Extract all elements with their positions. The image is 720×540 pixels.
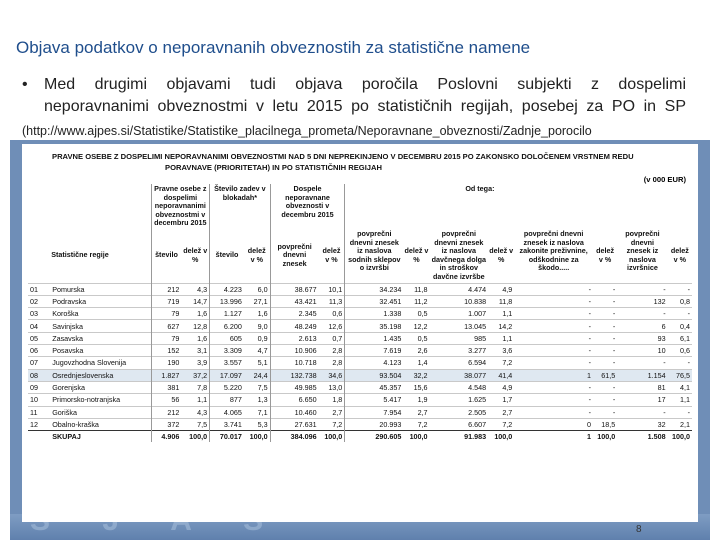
table-cell: 152: [151, 345, 181, 357]
table-cell: 2,7: [319, 406, 345, 418]
table-cell: 7,2: [319, 418, 345, 430]
table-cell: 7,2: [403, 418, 429, 430]
table-cell: 1,1: [181, 394, 209, 406]
region-table: [28, 184, 692, 442]
table-cell: 6.200: [210, 320, 244, 332]
table-cell: 43.421: [270, 295, 318, 307]
table-cell: 11,3: [319, 295, 345, 307]
table-cell: 15,6: [403, 381, 429, 393]
table-cell: 5,1: [244, 357, 270, 369]
table-cell: 0,5: [403, 308, 429, 320]
bullet-paragraph: [22, 74, 686, 118]
table-cell: -: [514, 332, 593, 344]
table-cell: 35.198: [345, 320, 404, 332]
table-cell: -: [593, 406, 617, 418]
header-stevilo: število: [151, 229, 181, 283]
table-cell: -: [593, 357, 617, 369]
table-cell: 7.619: [345, 345, 404, 357]
bullet-line-1: Med drugimi objavami tudi objava poročila Poslovni subjekti z dospelimi: [44, 76, 686, 93]
table-cell: 4,9: [488, 283, 514, 295]
header-delez-3: delež v %: [322, 246, 341, 264]
region-name: Koroška: [50, 308, 151, 320]
table-cell: 93: [617, 332, 667, 344]
table-cell: 1,7: [488, 394, 514, 406]
table-cell: 1: [514, 369, 593, 381]
table-cell: 93.504: [345, 369, 404, 381]
bullet-line-2: neporavnanimi obveznostmi v letu 2015 po statističnih regijah, posebej za PO in SP: [44, 98, 686, 115]
region-code: 01: [28, 283, 50, 295]
region-name: Osrednjeslovenska: [50, 369, 151, 381]
table-cell: 1.127: [210, 308, 244, 320]
table-cell: 7,1: [244, 406, 270, 418]
table-cell: 13,0: [319, 381, 345, 393]
table-cell: 7,5: [244, 381, 270, 393]
table-total-row: [28, 431, 692, 443]
table-cell: 2.345: [270, 308, 318, 320]
table-row: [28, 283, 692, 295]
table-cell: 3.557: [210, 357, 244, 369]
source-url[interactable]: (http://www.ajpes.si/Statistike/Statistike_placilnega_prometa/Neporavnane_obveznosti/Zadnje_porocilo: [22, 124, 592, 138]
table-cell: 34,6: [319, 369, 345, 381]
table-cell: 34.234: [345, 283, 404, 295]
table-cell: 10.906: [270, 345, 318, 357]
header-alimony: povprečni dnevni znesek iz naslova zakonite preživnine, odškodnine za škodo.....: [519, 228, 588, 273]
table-cell: 6.594: [430, 357, 489, 369]
table-cell: 372: [151, 418, 181, 430]
table-cell: 12,2: [403, 320, 429, 332]
header-delez-5: delež v %: [489, 246, 514, 264]
table-cell: 2.505: [430, 406, 489, 418]
table-cell: 4,3: [181, 283, 209, 295]
table-cell: 2,1: [668, 418, 692, 430]
table-cell: 79: [151, 308, 181, 320]
table-cell: 1,8: [319, 394, 345, 406]
table-cell: -: [668, 308, 692, 320]
table-cell: -: [514, 406, 593, 418]
table-cell: 32.451: [345, 295, 404, 307]
table-cell: 7,2: [488, 418, 514, 430]
table-cell: 48.249: [270, 320, 318, 332]
table-cell: 20.993: [345, 418, 404, 430]
table-cell: 6: [617, 320, 667, 332]
table-cell: 100,0: [668, 431, 692, 443]
table-cell: 6,1: [668, 332, 692, 344]
table-cell: 4,7: [244, 345, 270, 357]
table-cell: 79: [151, 332, 181, 344]
table-cell: 0,9: [244, 332, 270, 344]
table-cell: 0,8: [668, 295, 692, 307]
table-cell: -: [593, 345, 617, 357]
table-cell: 0,4: [668, 320, 692, 332]
header-region: Statistične regije: [51, 250, 109, 260]
table-cell: 76,5: [668, 369, 692, 381]
table-cell: 2.613: [270, 332, 318, 344]
table-cell: 1,1: [488, 308, 514, 320]
table-cell: 56: [151, 394, 181, 406]
table-cell: 17: [617, 394, 667, 406]
table-cell: 1.007: [430, 308, 489, 320]
table-cell: 5,3: [244, 418, 270, 430]
table-cell: 0: [514, 418, 593, 430]
table-body: [28, 283, 692, 442]
table-row: [28, 369, 692, 381]
table-cell: 877: [210, 394, 244, 406]
table-cell: 10,1: [319, 283, 345, 295]
table-cell: -: [514, 283, 593, 295]
table-cell: 4,1: [668, 381, 692, 393]
table-cell: 212: [151, 406, 181, 418]
table-cell: 61,5: [593, 369, 617, 381]
table-cell: 38.077: [430, 369, 489, 381]
table-cell: 4.223: [210, 283, 244, 295]
table-cell: -: [514, 308, 593, 320]
table-cell: -: [617, 308, 667, 320]
table-cell: 7,5: [181, 418, 209, 430]
table-cell: 38.677: [270, 283, 318, 295]
table-cell: 100,0: [244, 431, 270, 443]
table-cell: 0,5: [403, 332, 429, 344]
table-cell: 100,0: [488, 431, 514, 443]
header-delez-7: delež v %: [670, 246, 689, 264]
table-cell: 190: [151, 357, 181, 369]
table-cell: 32: [617, 418, 667, 430]
table-cell: 41,4: [488, 369, 514, 381]
table-cell: 1.435: [345, 332, 404, 344]
region-name: Podravska: [50, 295, 151, 307]
region-code: 12: [28, 418, 50, 430]
table-cell: 4.906: [151, 431, 181, 443]
table-cell: -: [514, 295, 593, 307]
table-cell: -: [617, 357, 667, 369]
table-cell: -: [593, 283, 617, 295]
table-cell: 24,4: [244, 369, 270, 381]
table-cell: 3,9: [181, 357, 209, 369]
table-cell: 1,3: [244, 394, 270, 406]
table-cell: 11,8: [488, 295, 514, 307]
bullet-dot: •: [22, 76, 28, 93]
table-cell: 17.097: [210, 369, 244, 381]
table-cell: 70.017: [210, 431, 244, 443]
table-cell: -: [514, 357, 593, 369]
region-code: 10: [28, 394, 50, 406]
header-group-legal-entities: Pravne osebe z dospelimi neporavnanimi obveznostmi v decembru 2015: [151, 184, 210, 229]
table-unit: (v 000 EUR): [643, 175, 686, 184]
region-code: 02: [28, 295, 50, 307]
table-cell: 384.096: [270, 431, 318, 443]
table-cell: -: [668, 406, 692, 418]
page-number: 8: [636, 524, 642, 535]
table-title-line-2: PORAVNAVE (PRIORITETAH) IN PO STATISTIČNIH REGIJAH: [165, 163, 382, 172]
table-cell: 2,7: [488, 406, 514, 418]
table-cell: 1,9: [403, 394, 429, 406]
region-code: 04: [28, 320, 50, 332]
table-cell: 1,1: [668, 394, 692, 406]
region-name: SKUPAJ: [50, 431, 151, 443]
table-cell: 0,6: [319, 308, 345, 320]
table-cell: 37,2: [181, 369, 209, 381]
header-delez-6: delež v %: [596, 246, 615, 264]
table-row: [28, 332, 692, 344]
table-cell: 45.357: [345, 381, 404, 393]
region-name: Goriška: [50, 406, 151, 418]
table-cell: 11,2: [403, 295, 429, 307]
table-cell: 13.996: [210, 295, 244, 307]
table-cell: 627: [151, 320, 181, 332]
table-cell: 4,9: [488, 381, 514, 393]
table-cell: -: [514, 345, 593, 357]
table-cell: -: [593, 394, 617, 406]
table-cell: 1,6: [181, 332, 209, 344]
table-cell: -: [593, 332, 617, 344]
region-code: 08: [28, 369, 50, 381]
region-code: 03: [28, 308, 50, 320]
table-cell: 2,8: [319, 345, 345, 357]
table-cell: 14,2: [488, 320, 514, 332]
table-cell: -: [668, 357, 692, 369]
table-cell: 100,0: [593, 431, 617, 443]
table-cell: -: [593, 295, 617, 307]
table-cell: -: [593, 308, 617, 320]
table-cell: 100,0: [319, 431, 345, 443]
table-cell: 18,5: [593, 418, 617, 430]
table-cell: 5.417: [345, 394, 404, 406]
table-cell: 985: [430, 332, 489, 344]
region-name: Zasavska: [50, 332, 151, 344]
table-cell: 1.338: [345, 308, 404, 320]
table-row: [28, 418, 692, 430]
table-cell: 719: [151, 295, 181, 307]
table-row: [28, 345, 692, 357]
table-cell: 81: [617, 381, 667, 393]
table-cell: -: [593, 381, 617, 393]
table-cell: -: [514, 394, 593, 406]
table-row: [28, 357, 692, 369]
table-row: [28, 381, 692, 393]
header-group-blockades: Število zadev v blokadah*: [210, 184, 271, 229]
table-cell: 605: [210, 332, 244, 344]
table-cell: 1.154: [617, 369, 667, 381]
header-group-obligations: Dospele neporavnane obveznosti v decembru 2015: [270, 184, 345, 229]
header-avg-daily: povprečni dnevni znesek: [270, 229, 318, 283]
table-cell: -: [593, 320, 617, 332]
table-cell: 3,6: [488, 345, 514, 357]
table-cell: 49.985: [270, 381, 318, 393]
table-cell: 132: [617, 295, 667, 307]
table-cell: 3.277: [430, 345, 489, 357]
table-cell: 10.718: [270, 357, 318, 369]
table-cell: 1,1: [488, 332, 514, 344]
table-cell: 7,2: [488, 357, 514, 369]
table-cell: 10.460: [270, 406, 318, 418]
slide-title: Objava podatkov o neporavnanih obveznostih za statistične namene: [16, 38, 531, 57]
region-code: 11: [28, 406, 50, 418]
header-enforcement-order: povprečni dnevni znesek iz naslova izvršnice: [625, 228, 660, 273]
table-cell: 27.631: [270, 418, 318, 430]
region-code: 06: [28, 345, 50, 357]
header-court-enforcement: povprečni dnevni znesek iz naslova sodnih sklepov o izvršbi: [345, 229, 404, 283]
region-code: 05: [28, 332, 50, 344]
region-name: Jugovzhodna Slovenija: [50, 357, 151, 369]
region-name: Obalno-kraška: [50, 418, 151, 430]
table-cell: 1: [514, 431, 593, 443]
table-cell: 4,3: [181, 406, 209, 418]
region-name: Gorenjska: [50, 381, 151, 393]
table-cell: 7.954: [345, 406, 404, 418]
table-cell: 1.625: [430, 394, 489, 406]
region-code: [28, 431, 50, 443]
table-cell: 4.548: [430, 381, 489, 393]
table-image: [22, 144, 698, 522]
table-cell: 5.220: [210, 381, 244, 393]
table-cell: 1,6: [181, 308, 209, 320]
table-cell: 6.607: [430, 418, 489, 430]
header-delez-1: delež v %: [183, 246, 208, 264]
table-cell: 10: [617, 345, 667, 357]
table-title-line-1: PRAVNE OSEBE Z DOSPELIMI NEPORAVNANIMI OBVEZNOSTMI NAD 5 DNI NEPREKINJENO V DECEMBRU 2015 PO ZAKONSKO DOLOČENEM VRSTNEM REDU: [52, 152, 634, 161]
table-cell: -: [514, 320, 593, 332]
region-code: 09: [28, 381, 50, 393]
table-cell: 1,6: [244, 308, 270, 320]
region-name: Posavska: [50, 345, 151, 357]
table-cell: 212: [151, 283, 181, 295]
header-delez-2: delež v %: [247, 246, 266, 264]
table-cell: 1,4: [403, 357, 429, 369]
table-cell: 4.474: [430, 283, 489, 295]
table-row: [28, 394, 692, 406]
region-name: Savinjska: [50, 320, 151, 332]
table-cell: 12,8: [181, 320, 209, 332]
table-cell: 381: [151, 381, 181, 393]
region-name: Primorsko-notranjska: [50, 394, 151, 406]
table-cell: 32,2: [403, 369, 429, 381]
table-cell: 1.827: [151, 369, 181, 381]
table-cell: -: [668, 283, 692, 295]
table-cell: -: [617, 283, 667, 295]
table-cell: 290.605: [345, 431, 404, 443]
header-tax-debt: povprečni dnevni znesek iz naslova davčnega dolga in stroškov davčne izvršbe: [431, 228, 486, 281]
table-cell: 1.508: [617, 431, 667, 443]
table-cell: 12,6: [319, 320, 345, 332]
region-name: Pomurska: [50, 283, 151, 295]
table-cell: 2,7: [403, 406, 429, 418]
table-cell: 27,1: [244, 295, 270, 307]
table-cell: 0,6: [668, 345, 692, 357]
header-delez-4: delež v %: [404, 246, 429, 264]
table-cell: 3.741: [210, 418, 244, 430]
table-row: [28, 406, 692, 418]
table-cell: 91.983: [430, 431, 489, 443]
table-cell: 4.065: [210, 406, 244, 418]
table-cell: 2,6: [403, 345, 429, 357]
table-cell: 3.309: [210, 345, 244, 357]
header-stevilo-2: število: [210, 229, 244, 283]
table-cell: 14,7: [181, 295, 209, 307]
table-cell: 100,0: [181, 431, 209, 443]
table-cell: 132.738: [270, 369, 318, 381]
table-cell: 4.123: [345, 357, 404, 369]
region-code: 07: [28, 357, 50, 369]
table-row: [28, 308, 692, 320]
table-row: [28, 320, 692, 332]
table-cell: 6.650: [270, 394, 318, 406]
table-cell: 2,8: [319, 357, 345, 369]
table-cell: 100,0: [403, 431, 429, 443]
table-cell: 7,8: [181, 381, 209, 393]
table-row: [28, 295, 692, 307]
table-cell: -: [514, 381, 593, 393]
table-cell: 11,8: [403, 283, 429, 295]
table-cell: 0,7: [319, 332, 345, 344]
table-cell: 10.838: [430, 295, 489, 307]
table-cell: -: [617, 406, 667, 418]
header-group-of-which: Od tega:: [345, 184, 692, 229]
table-cell: 13.045: [430, 320, 489, 332]
table-cell: 6,0: [244, 283, 270, 295]
table-cell: 9,0: [244, 320, 270, 332]
table-cell: 3,1: [181, 345, 209, 357]
